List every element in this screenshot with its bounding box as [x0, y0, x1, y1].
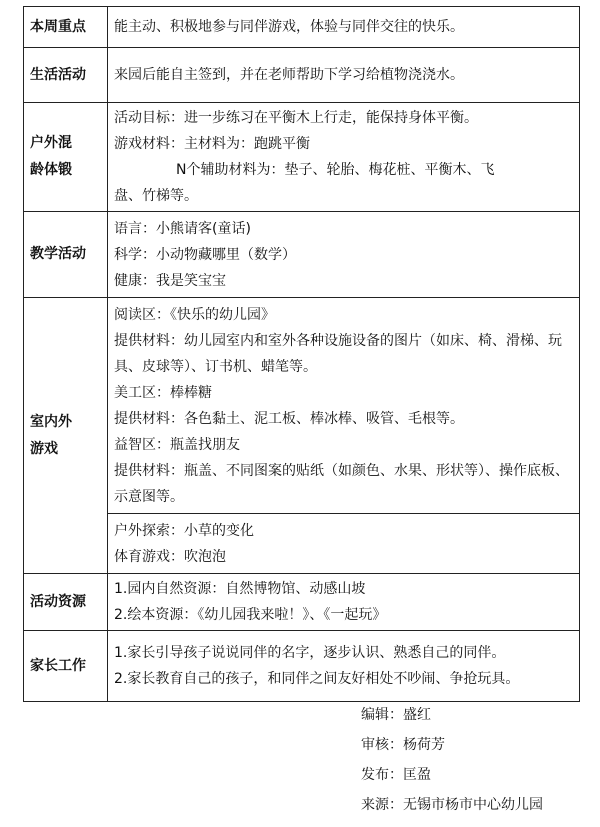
reading-area: 阅读区：《快乐的幼儿园》: [114, 306, 275, 323]
parent-item-1: 1.家长引导孩子说说同伴的名字，逐步认识、熟悉自己的同伴。: [114, 645, 506, 661]
label-games: [24, 298, 108, 574]
credits-block: [361, 700, 543, 820]
parent-item-2: 2.家长教育自己的孩子，和同伴之间友好相处不吵闹、争抢玩具。: [114, 671, 520, 687]
outdoor-sports-label-2: 龄体锻: [30, 162, 72, 178]
reading-materials: 提供材料：幼儿园室内和室外各种设施设备的图片（如床、椅、滑梯、玩具、皮球等）、订书机、蜡笔等。: [114, 332, 562, 375]
row-games-indoor: [24, 298, 580, 514]
row-parents: [24, 631, 580, 702]
teaching-item-science: 科学：小动物藏哪里（数学）: [114, 246, 296, 263]
label-parents: 家长工作: [24, 631, 108, 702]
resource-item-books: 2.绘本资源：《幼儿园我来啦！》、《一起玩》: [114, 607, 387, 623]
row-weekly-focus: [24, 7, 580, 48]
outdoor-explore: 户外探索：小草的变化: [114, 522, 254, 539]
outdoor-aux-materials-1: N个辅助材料为：垫子、轮胎、梅花桩、平衡木、飞: [176, 162, 495, 178]
content-resources: [108, 574, 580, 631]
puzzle-materials: 提供材料：瓶盖、不同图案的贴纸（如颜色、水果、形状等）、操作底板、示意图等。: [114, 462, 569, 505]
art-area: 美工区：棒棒糖: [114, 384, 212, 401]
label-weekly-focus: 本周重点: [24, 7, 108, 48]
credit-editor: 编辑：盛红: [361, 707, 431, 723]
content-parents: [108, 631, 580, 702]
content-weekly-focus: [108, 7, 580, 48]
puzzle-area: 益智区：瓶盖找朋友: [114, 436, 240, 453]
row-life-activity: [24, 48, 580, 103]
outdoor-sports-label-1: 户外混: [30, 135, 72, 151]
content-games-outdoor: [108, 514, 580, 574]
row-games-outdoor: [24, 514, 580, 574]
outdoor-aux-materials-2: 盘、竹梯等。: [114, 188, 198, 204]
label-outdoor-sports: [24, 103, 108, 212]
credit-reviewer: 审核：杨荷芳: [361, 737, 445, 753]
content-teaching: [108, 212, 580, 298]
weekly-focus-text: 能主动、积极地参与同伴游戏，体验与同伴交往的快乐。: [114, 19, 464, 35]
row-outdoor-sports: [24, 103, 580, 212]
content-games-indoor: [108, 298, 580, 514]
resource-item-nature: 1.园内自然资源：自然博物馆、动感山坡: [114, 581, 366, 597]
credit-publisher: 发布：匡盈: [361, 767, 431, 783]
teaching-item-language: 语言：小熊请客(童话): [114, 220, 251, 237]
teaching-item-health: 健康：我是笑宝宝: [114, 272, 226, 289]
label-teaching: 教学活动: [24, 212, 108, 298]
content-life-activity: [108, 48, 580, 103]
label-life-activity: 生活活动: [24, 48, 108, 103]
life-activity-text: 来园后能自主签到，并在老师帮助下学习给植物浇浇水。: [114, 67, 464, 83]
outdoor-goal: 活动目标：进一步练习在平衡木上行走，能保持身体平衡。: [114, 110, 478, 126]
weekly-plan-table: [23, 6, 580, 702]
games-label-1: 室内外: [30, 413, 72, 430]
label-resources: 活动资源: [24, 574, 108, 631]
content-outdoor-sports: [108, 103, 580, 212]
credit-source: 来源：无锡市杨市中心幼儿园: [361, 797, 543, 813]
row-teaching: [24, 212, 580, 298]
outdoor-materials: 游戏材料：主材料为：跑跳平衡: [114, 136, 310, 152]
row-resources: [24, 574, 580, 631]
art-materials: 提供材料：各色黏土、泥工板、棒冰棒、吸管、毛根等。: [114, 410, 464, 427]
games-label-2: 游戏: [30, 440, 58, 457]
sports-game: 体育游戏：吹泡泡: [114, 548, 226, 565]
